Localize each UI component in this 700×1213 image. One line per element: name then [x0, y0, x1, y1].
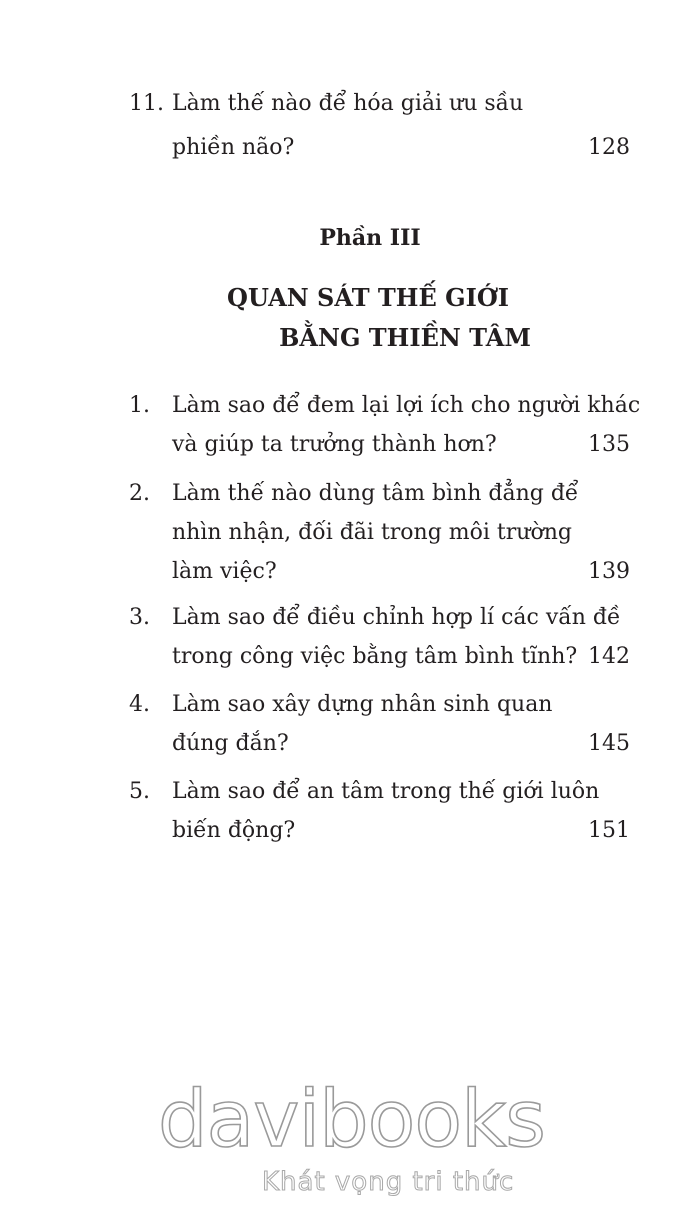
part-label: Phần III — [319, 225, 421, 251]
toc-entry-number: 3. — [129, 605, 150, 630]
toc-entry-title-line: Làm sao xây dựng nhân sinh quan — [172, 692, 553, 717]
toc-entry-title-line: biến động? — [172, 818, 296, 843]
toc-entry-title-line: nhìn nhận, đối đãi trong môi trường — [172, 520, 572, 545]
part-title-line: BẰNG THIỀN TÂM — [279, 323, 531, 352]
toc-entry-number: 4. — [129, 692, 150, 717]
toc-entry-title-line: Làm sao để điều chỉnh hợp lí các vấn đề — [172, 605, 621, 630]
toc-entry-title-line: và giúp ta trưởng thành hơn? — [172, 432, 497, 457]
toc-entry-title-line: Làm thế nào dùng tâm bình đẳng để — [172, 481, 579, 506]
toc-entry-page-number: 128 — [588, 135, 630, 160]
toc-entry-number: 5. — [129, 779, 150, 804]
toc-entry-title-line: làm việc? — [172, 559, 277, 584]
toc-entry-page-number: 145 — [588, 731, 630, 756]
watermark-brand: davibooks — [158, 1075, 545, 1165]
toc-entry-page-number: 151 — [588, 818, 630, 843]
toc-entry-title-line: đúng đắn? — [172, 731, 289, 756]
toc-entry-number: 2. — [129, 481, 150, 506]
toc-entry-title-line: Làm thế nào để hóa giải ưu sầu — [172, 91, 524, 116]
toc-entry-number: 11. — [129, 91, 164, 116]
toc-entry-page-number: 135 — [588, 432, 630, 457]
part-title-line: QUAN SÁT THẾ GIỚI — [227, 283, 509, 312]
toc-entry-title-line: trong công việc bằng tâm bình tĩnh? — [172, 644, 578, 669]
toc-entry-page-number: 139 — [588, 559, 630, 584]
toc-entry-title-line: Làm sao để an tâm trong thế giới luôn — [172, 779, 600, 804]
toc-entry-title-line: Làm sao để đem lại lợi ích cho người khác — [172, 393, 641, 418]
toc-entry-number: 1. — [129, 393, 150, 418]
watermark — [150, 1075, 550, 1205]
toc-entry-page-number: 142 — [588, 644, 630, 669]
watermark-tagline: Khát vọng tri thức — [262, 1167, 515, 1197]
toc-entry-title-line: phiền não? — [172, 135, 295, 160]
